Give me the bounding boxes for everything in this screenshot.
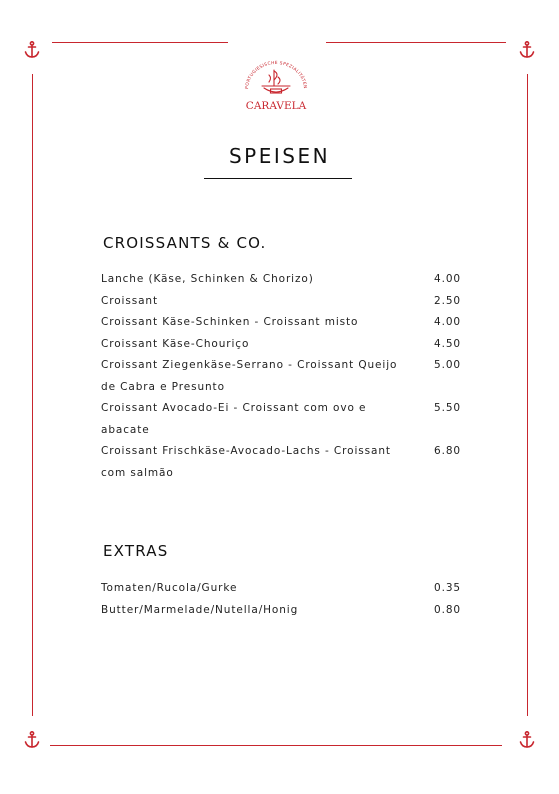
menu-item-name: Croissant Ziegenkäse-Serrano - Croissant Queijo de Cabra e Presunto — [101, 359, 398, 393]
menu-item-name: Croissant Käse-Schinken - Croissant misto — [101, 316, 359, 328]
logo-ring-text: PORTUGIESISCHE SPEZIALITÄTEN — [244, 60, 308, 90]
menu-item — [101, 441, 461, 484]
frame-right-line — [527, 74, 528, 716]
frame-left-line — [32, 74, 33, 716]
menu-item-name: Croissant Käse-Chouriço — [101, 337, 250, 350]
caravela-logo — [236, 60, 316, 116]
menu-item-name: Croissant Avocado-Ei - Croissant com ovo e abacate — [101, 402, 367, 436]
page-title: SPEISEN — [228, 144, 331, 168]
ship-logo-icon — [262, 70, 290, 93]
menu-item-price: 5.00 — [434, 359, 461, 371]
menu-item-name: Butter/Marmelade/Nutella/Honig — [101, 603, 299, 616]
anchor-icon — [519, 41, 535, 59]
section-heading-extras: EXTRAS — [103, 542, 169, 560]
menu-item-price: 0.80 — [434, 603, 461, 616]
menu-item-price: 4.00 — [434, 316, 461, 328]
frame-top-left-line — [52, 42, 228, 43]
menu-item-price: 6.80 — [434, 445, 461, 457]
menu-item-price: 4.00 — [434, 273, 461, 285]
menu-item-name: Tomaten/Rucola/Gurke — [101, 582, 238, 594]
menu-item-name: Lanche (Käse, Schinken & Chorizo) — [101, 273, 314, 285]
frame-top-right-line — [326, 42, 506, 43]
menu-item-name: Croissant — [101, 294, 159, 307]
menu-item-price: 5.50 — [434, 402, 461, 414]
menu-item — [101, 578, 461, 600]
menu-list-croissants — [101, 269, 461, 484]
menu-item — [101, 312, 461, 334]
anchor-icon — [519, 731, 535, 749]
brand-name: CARAVELA — [245, 100, 307, 112]
anchor-icon — [24, 41, 40, 59]
title-underline — [204, 178, 352, 179]
menu-item — [101, 355, 461, 398]
menu-item — [101, 600, 461, 622]
menu-list-extras — [101, 578, 461, 621]
menu-item-price: 2.50 — [434, 294, 461, 307]
section-heading-croissants: CROISSANTS & CO. — [103, 234, 267, 252]
anchor-icon — [24, 731, 40, 749]
menu-item — [101, 269, 461, 291]
menu-item-price: 0.35 — [434, 582, 461, 594]
frame-bottom-line — [50, 745, 502, 746]
menu-item — [101, 398, 461, 441]
menu-item-name: Croissant Frischkäse-Avocado-Lachs - Croissant com salmão — [101, 445, 391, 479]
menu-item — [101, 291, 461, 313]
menu-item-price: 4.50 — [434, 337, 461, 350]
menu-item — [101, 334, 461, 356]
